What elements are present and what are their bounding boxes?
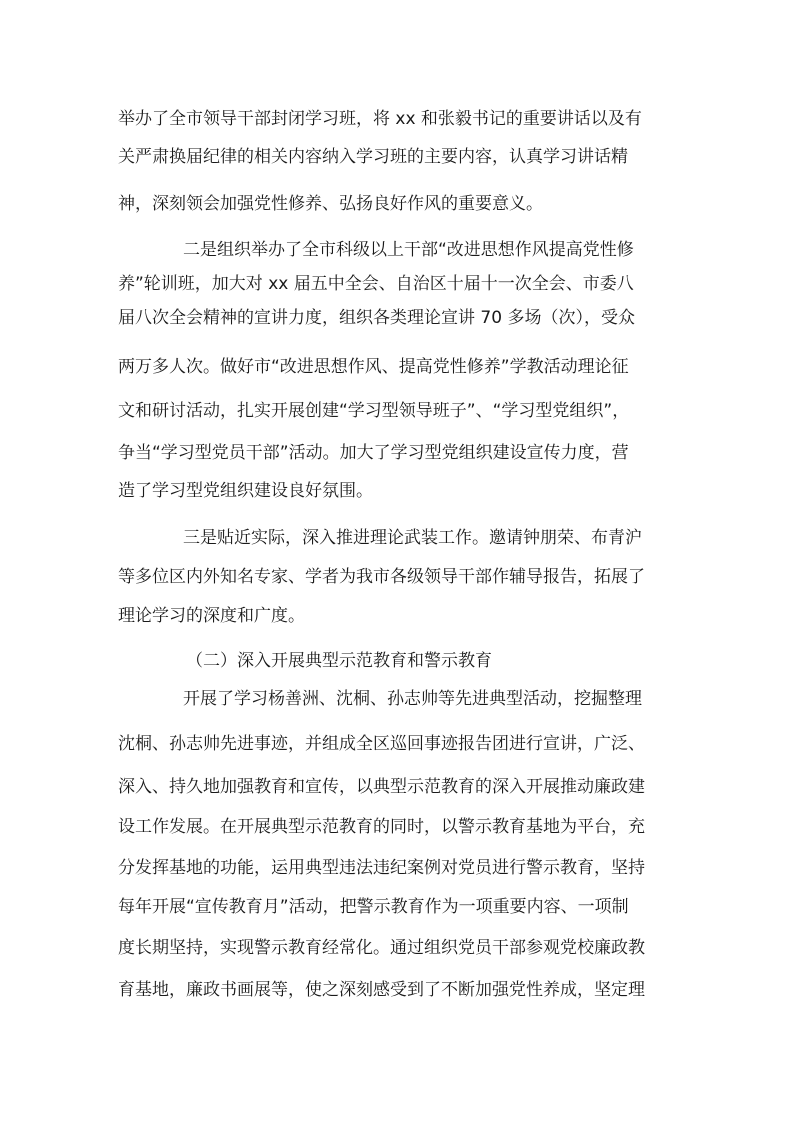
text-line: 沈桐、孙志帅先进事迹，并组成全区巡回事迹报告团进行宣讲，广泛、 (118, 734, 645, 754)
text-line: 设工作发展。在开展典型示范教育的同时，以警示教育基地为平台，充 (118, 817, 645, 837)
text-line: 养”轮训班，加大对 xx 届五中全会、自治区十届十一次全会、市委八 (118, 274, 634, 294)
section-heading: （二）深入开展典型示范教育和警示教育 (186, 651, 492, 671)
text-line: 育基地，廉政书画展等，使之深刻感受到了不断加强党性养成，坚定理 (118, 980, 645, 1000)
text-line: 理论学习的深度和广度。 (118, 606, 305, 626)
text-line: 深入、持久地加强教育和宣传，以典型示范教育的深入开展推动廉政建 (118, 777, 645, 797)
paragraph-start-line: 开展了学习杨善洲、沈桐、孙志帅等先进典型活动，挖掘整理 (183, 689, 642, 709)
text-line: 举办了全市领导干部封闭学习班，将 xx 和张毅书记的重要讲话以及有 (118, 109, 642, 129)
text-line: 争当“学习型党员干部”活动。加大了学习型党组织建设宣传力度，营 (118, 443, 629, 463)
text-line: 度长期坚持，实现警示教育经常化。通过组织党员干部参观党校廉政教 (118, 938, 645, 958)
text-line: 神，深刻领会加强党性修养、弘扬良好作风的重要意义。 (118, 194, 543, 214)
text-line: 等多位区内外知名专家、学者为我市各级领导干部作辅导报告，拓展了 (118, 567, 645, 587)
text-line: 文和研讨活动，扎实开展创建“学习型领导班子”、“学习型党组织”， (118, 401, 630, 421)
text-line: 两万多人次。做好市“改进思想作风、提高党性修养”学教活动理论征 (118, 357, 629, 377)
text-line: 造了学习型党组织建设良好氛围。 (118, 481, 373, 501)
text-line: 每年开展“宣传教育月”活动，把警示教育作为一项重要内容、一项制 (118, 897, 629, 917)
text-line: 分发挥基地的功能，运用典型违法违纪案例对党员进行警示教育，坚持 (118, 858, 645, 878)
paragraph-start-line: 三是贴近实际，深入推进理论武装工作。邀请钟朋荣、布青沪 (183, 528, 642, 548)
text-line: 届八次全会精神的宣讲力度，组织各类理论宣讲 70 多场（次），受众 (118, 308, 635, 328)
paragraph-start-line: 二是组织举办了全市科级以上干部“改进思想作风提高党性修 (183, 240, 634, 260)
text-line: 关严肃换届纪律的相关内容纳入学习班的主要内容，认真学习讲话精 (118, 147, 628, 167)
